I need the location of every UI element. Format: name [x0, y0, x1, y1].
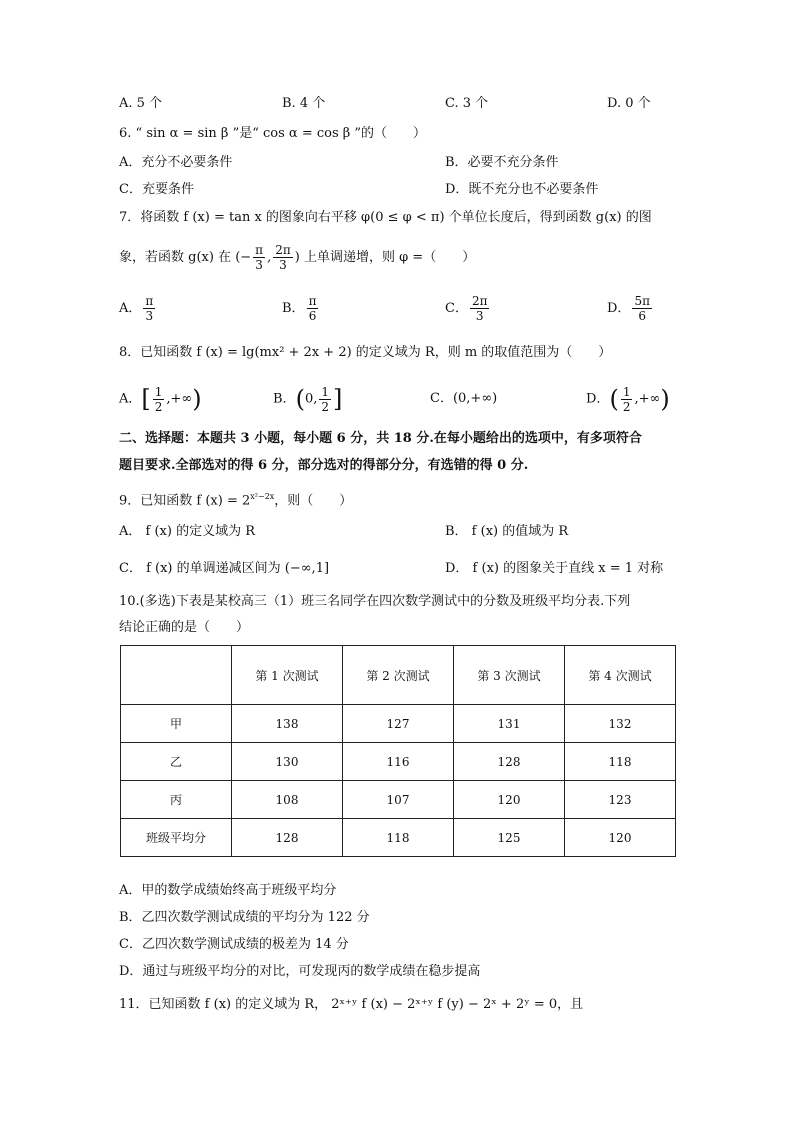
frac-num: 2π	[275, 243, 291, 257]
frac-den: 3	[145, 309, 154, 323]
q6-stem: 6. “ sin α = sin β ”是“ cos α = cos β ”的（ ）	[119, 126, 427, 141]
header-cell: 第 4 次测试	[565, 646, 676, 705]
option-label: B．	[273, 391, 296, 407]
frac-num: 2π	[471, 294, 488, 308]
table-row	[121, 743, 676, 781]
q5-option-c: C. 3 个	[445, 96, 489, 111]
option-label: D．	[607, 301, 631, 316]
table-cell: 130	[232, 743, 343, 781]
q11-stem: 11．已知函数 f (x) 的定义域为 R， 2ˣ⁺ʸ f (x) − 2ˣ⁺ʸ f (y) − 2ˣ + 2ʸ = 0，且	[119, 997, 584, 1012]
q7-stem-line1: 7．将函数 f (x) = tan x 的图象向右平移 φ(0 ≤ φ < π) 个单位长度后，得到函数 g(x) 的图	[119, 210, 652, 225]
frac-num: 5π	[634, 294, 650, 308]
frac-den: 2	[321, 399, 329, 414]
q8-option-d	[586, 380, 670, 419]
table-cell: 107	[343, 781, 454, 819]
table-cell: 118	[343, 819, 454, 857]
q8-stem: 8．已知函数 f (x) = lg(mx² + 2x + 2) 的定义域为 R，则 m 的取值范围为（ ）	[119, 345, 612, 360]
table-cell: 138	[232, 705, 343, 743]
header-cell: 第 3 次测试	[454, 646, 565, 705]
row-label: 丙	[121, 781, 232, 819]
table-cell: 108	[232, 781, 343, 819]
q8-option-c	[430, 380, 497, 418]
table-cell: 118	[565, 743, 676, 781]
q10-stem-line1: 10.(多选)下表是某校高三（1）班三名同学在四次数学测试中的分数及班级平均分表.下列	[119, 594, 631, 609]
q7-option-b	[282, 292, 320, 326]
table-row	[121, 781, 676, 819]
frac-num: π	[145, 294, 154, 308]
half-fraction	[621, 385, 633, 414]
section2-instructions-line1: 二、选择题：本题共 3 小题，每小题 6 分，共 18 分.在每小题给出的选项中，有多项符合	[119, 431, 642, 446]
table-cell: 123	[565, 781, 676, 819]
table-cell: 120	[454, 781, 565, 819]
option-fraction	[143, 294, 155, 323]
score-table	[120, 645, 676, 857]
frac-den: 6	[638, 309, 647, 323]
option-label: D．	[586, 391, 610, 407]
option-fraction	[470, 294, 490, 323]
q10-option-c: C．乙四次数学测试成绩的极差为 14 分	[119, 937, 349, 952]
q9-stem-b: ，则（ ）	[274, 493, 353, 509]
q9-option-b: B． f (x) 的值域为 R	[445, 524, 569, 539]
q6-option-d: D．既不充分也不必要条件	[445, 182, 599, 197]
half-fraction	[319, 385, 331, 414]
option-text: (0,+∞)	[452, 391, 498, 406]
q5-option-d: D. 0 个	[607, 96, 651, 111]
header-cell: 第 2 次测试	[343, 646, 454, 705]
option-label: B．	[282, 301, 305, 316]
frac-num: π	[308, 294, 317, 308]
frac-den: 2	[154, 399, 163, 414]
section2-instructions-line2: 题目要求.全部选对的得 6 分，部分选对的得部分分，有选错的得 0 分.	[119, 458, 529, 473]
table-cell: 132	[565, 705, 676, 743]
option-label: C．	[430, 391, 453, 406]
q9-option-c: C． f (x) 的单调递减区间为 (−∞,1]	[119, 561, 330, 576]
table-row	[121, 819, 676, 857]
q7-option-a	[119, 292, 157, 326]
option-text: ,+∞	[166, 391, 193, 407]
frac-num: 1	[154, 384, 163, 399]
table-header-row	[121, 646, 676, 705]
row-label: 甲	[121, 705, 232, 743]
frac-num: 1	[321, 384, 329, 399]
table-cell: 128	[232, 819, 343, 857]
q9-stem-a: 9．已知函数 f (x) = 2	[119, 493, 251, 509]
frac-den: 3	[279, 258, 287, 272]
q9-exponent: x²−2x	[250, 492, 275, 501]
table-row	[121, 705, 676, 743]
table-cell: 131	[454, 705, 565, 743]
half-fraction	[153, 385, 165, 414]
frac-den: 3	[255, 258, 263, 272]
option-fraction	[307, 294, 319, 323]
q7-stem-line2-a: 象，若函数 g(x) 在 (−	[119, 250, 252, 265]
table-cell: 128	[454, 743, 565, 781]
bracket: (	[295, 385, 305, 413]
q5-option-a: A. 5 个	[119, 96, 163, 111]
header-cell: 第 1 次测试	[232, 646, 343, 705]
bracket: ]	[332, 385, 343, 413]
q6-option-a: A．充分不必要条件	[119, 155, 233, 170]
option-text: ,+∞	[634, 391, 661, 407]
table-cell: 116	[343, 743, 454, 781]
q10-stem-line2: 结论正确的是（ ）	[119, 620, 250, 635]
frac-num: π	[255, 243, 264, 257]
bracket: )	[192, 385, 202, 413]
q9-option-d: D． f (x) 的图象关于直线 x = 1 对称	[445, 561, 664, 576]
table-cell: 125	[454, 819, 565, 857]
q6-option-c: C．充要条件	[119, 182, 194, 197]
option-fraction	[632, 294, 652, 323]
q9-option-a: A． f (x) 的定义域为 R	[119, 524, 255, 539]
q8-option-b	[273, 380, 342, 419]
header-cell	[121, 646, 232, 705]
q8-option-a	[119, 380, 202, 419]
bracket: (	[609, 385, 619, 413]
q9-stem	[119, 488, 352, 510]
q6-option-b: B．必要不充分条件	[445, 155, 559, 170]
q5-option-b: B. 4 个	[282, 96, 326, 111]
row-label: 乙	[121, 743, 232, 781]
frac-den: 2	[622, 399, 631, 414]
option-label: A．	[119, 391, 142, 407]
table-cell: 127	[343, 705, 454, 743]
frac-num: 1	[622, 384, 631, 399]
q7-stem-line2: 象，若函数 g(x) 在 (− $\frac{\pi}{3}$ , $\frac{2\pi}{3}$ ) 上单调递增，则 φ =（ ）	[119, 243, 476, 272]
q7-interval-start	[253, 243, 265, 272]
q10-option-b: B．乙四次数学测试成绩的平均分为 122 分	[119, 910, 370, 925]
q10-option-d: D．通过与班级平均分的对比，可发现丙的数学成绩在稳步提高	[119, 964, 481, 979]
option-label: C．	[445, 301, 468, 316]
q7-stem-line2-b: ) 上单调递增，则 φ =（ ）	[294, 250, 476, 265]
q7-interval-end	[273, 243, 293, 272]
frac-den: 6	[308, 309, 317, 323]
q7-option-c	[445, 292, 491, 326]
bracket: )	[660, 385, 670, 413]
table-cell: 120	[565, 819, 676, 857]
option-label: A．	[119, 301, 142, 316]
q10-option-a: A．甲的数学成绩始终高于班级平均分	[119, 883, 337, 898]
row-label: 班级平均分	[121, 819, 232, 857]
frac-den: 3	[475, 309, 484, 323]
bracket: [	[141, 385, 151, 413]
option-text: 0,	[304, 391, 318, 407]
q7-option-d	[607, 292, 654, 326]
